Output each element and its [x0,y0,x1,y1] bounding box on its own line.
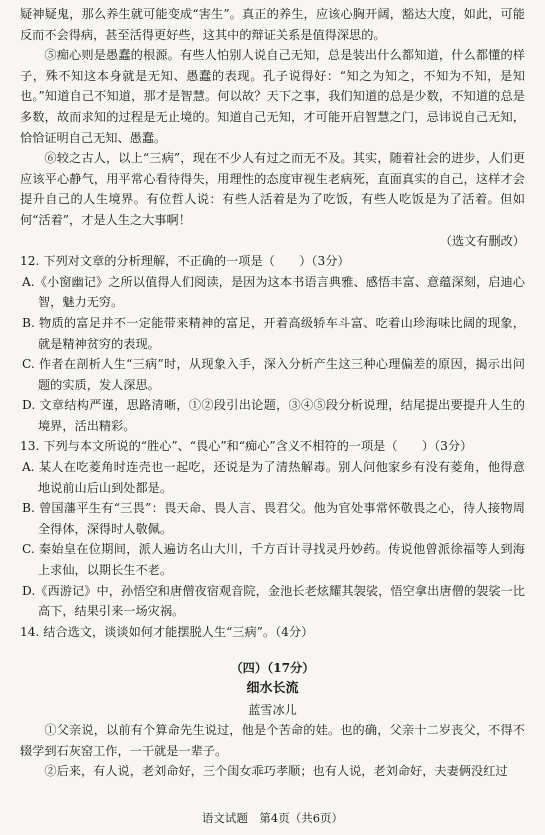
passage-paragraph-5: ⑤痴心则是愚蠢的根源。有些人怕别人说自己无知，总是装出什么都知道，什么都懂的样子，殊不知这本身就是无知、愚蠢的表现。孔子说得好：“知之为知之，不知为不知，是知也。”知道自己不知道，那才是智慧。何以故？天下之事，我们知道的总是少数，不知道的总是多数，故而求知的过程是无止境的。知道自己无知，才可能开启智慧之门，忌讳说自己无知，恰恰证明自己无知、愚蠢。 [20,48,525,145]
article-author: 蓝雪冰儿 [248,702,297,717]
article-paragraph-2: ②后来，有人说，老刘命好，三个闺女乖巧孝顺；也有人说，老刘命好，夫妻俩没红过 [44,764,508,779]
option-a: A.《小窗幽记》之所以值得人们阅读，是因为这本书语言典雅、感悟丰富、意蕴深刻，启迪心智，魅力无穷。 [22,274,525,310]
article-paragraph-1: ①父亲说，以前有个算命先生说过，他是个苦命的娃。也的确，父亲十二岁丧父，不得不辍学到石灰窑工作，一干就是一辈子。 [20,723,525,758]
option-d: D. 文章结构严谨，思路清晰，①②段引出论题，③④⑤段分析说理，结尾提出要提升人生的境界，活出精彩。 [22,398,525,433]
page-footer: 语文试题 第4页（共6页） [201,811,344,826]
question-stem: 14. 结合选文，谈谈如何才能摆脱人生“三病”。（4分） [20,624,314,639]
question-stem: 13. 下列与本文所说的“胜心”、“畏心”和“痴心”含义不相符的一项是（ ）（3分） [20,439,473,454]
question-stem: 12. 下列对文章的分析理解，不正确的一项是（ ）（3分） [20,254,350,269]
option-c: C. 作者在剖析人生“三病”时，从现象入手，深入分析产生这三种心理偏差的原因，揭示出问题的实质，发人深思。 [22,357,525,392]
option-b: B. 曾国藩平生有“三畏”：畏天命、畏人言、畏君父。他为官处事常怀敬畏之心，待人接物周全得体，深得时人敬佩。 [22,501,525,536]
question-14 [20,622,525,643]
passage-paragraph-6: ⑥较之古人，以上“三病”，现在不少人有过之而无不及。其实，随着社会的进步，人们更应该平心静气，用平常心看待得失，用理性的态度审视生老病死，直面真实的自己，这样才会提升自己的人生境界。有位哲人说：有些人活着是为了吃饭，有些人吃饭是为了活着。但如何“活着”，才是人生之大事啊！ [20,151,525,227]
article-title: 细水长流 [246,681,299,696]
option-c: C. 秦始皇在位期间，派人遍访名山大川，千方百计寻找灵丹妙药。传说他曾派徐福等人到海上求仙，以期长生不老。 [22,542,525,578]
option-a: A. 某人在吃菱角时连壳也一起吃，还说是为了清热解毒。别人问他家乡有没有菱角，他得意地说前山后山到处都是。 [22,460,525,495]
question-13 [20,436,525,621]
option-b: B. 物质的富足并不一定能带来精神的富足，开着高级轿车斗富、吃着山珍海味比阔的现象，就是精神贫穷的表现。 [22,315,525,351]
passage-paragraph-top: 疑神疑鬼，那么养生就可能变成“害生”。真正的养生，应该心胸开阔，豁达大度，如此，可能反而不会得病，甚至活得更好些，这其中的辩证关系是值得深思的。 [20,7,525,42]
section-4 [20,658,525,782]
source-note: （选文有删改） [439,233,525,248]
option-d: D.《西游记》中，孙悟空和唐僧夜宿观音院，金池长老炫耀其袈裟，悟空拿出唐僧的袈裟一比高下，结果引来一场灾祸。 [22,583,525,619]
question-12 [20,251,525,436]
section-heading: （四）（17分） [230,661,315,676]
